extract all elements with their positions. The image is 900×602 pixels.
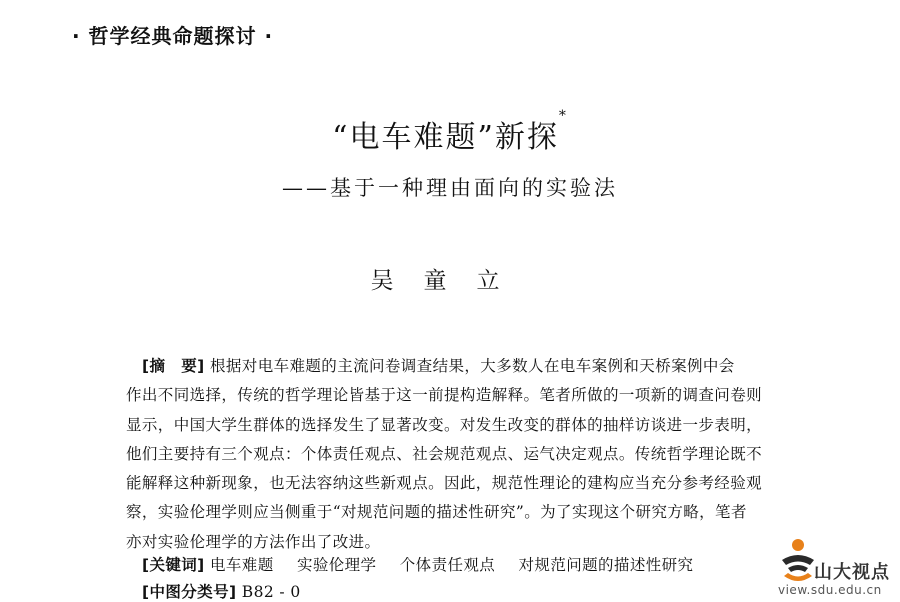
keyword: 电车难题	[210, 556, 274, 574]
abstract-line: 察，实验伦理学则应当侧重于“对规范问题的描述性研究”。为了实现这个研究方略，笔者	[126, 503, 747, 522]
abstract-label: [摘 要]	[142, 357, 205, 375]
abstract-line: 显示，中国大学生群体的选择发生了显著改变。对发生改变的群体的抽样访谈进一步表明，	[126, 415, 763, 434]
abstract	[126, 352, 816, 557]
watermark-url: view.sdu.edu.cn	[778, 583, 882, 597]
classification	[142, 580, 782, 602]
abstract-line: 他们主要持有三个观点：个体责任观点、社会规范观点、运气决定观点。传统哲学理论既不	[126, 444, 763, 463]
keywords-label: [关键词]	[142, 556, 205, 574]
article-subtitle: ——基于一种理由面向的实验法	[282, 176, 618, 200]
keyword: 个体责任观点	[399, 556, 496, 574]
section-label: · 哲学经典命题探讨 ·	[72, 24, 274, 48]
keyword: 实验伦理学	[296, 556, 377, 574]
article-title-text: “电车难题”新探	[332, 120, 559, 155]
article-title	[0, 108, 900, 156]
classification-code: B82 - 0	[241, 583, 301, 601]
watermark-logo	[778, 538, 900, 601]
watermark-name: 山大视点	[814, 562, 890, 583]
keyword: 对规范问题的描述性研究	[518, 556, 694, 574]
keywords	[142, 553, 782, 575]
abstract-line: 作出不同选择，传统的哲学理论皆基于这一前提构造解释。笔者所做的一项新的调查问卷则	[126, 386, 763, 405]
abstract-line: 能解释这种新现象，也无法容纳这些新观点。因此，规范性理论的建构应当充分参考经验观	[126, 474, 763, 493]
sdu-logo-icon	[778, 538, 818, 586]
abstract-text: 根据对电车难题的主流问卷调查结果，大多数人在电车案例和天桥案例中会	[210, 357, 735, 375]
abstract-line: 亦对实验伦理学的方法作出了改进。	[126, 532, 381, 551]
abstract-line	[126, 352, 816, 381]
classification-label: [中图分类号]	[142, 583, 237, 601]
author-name: 吴童立	[370, 268, 530, 294]
title-footnote-mark: *	[558, 108, 568, 124]
